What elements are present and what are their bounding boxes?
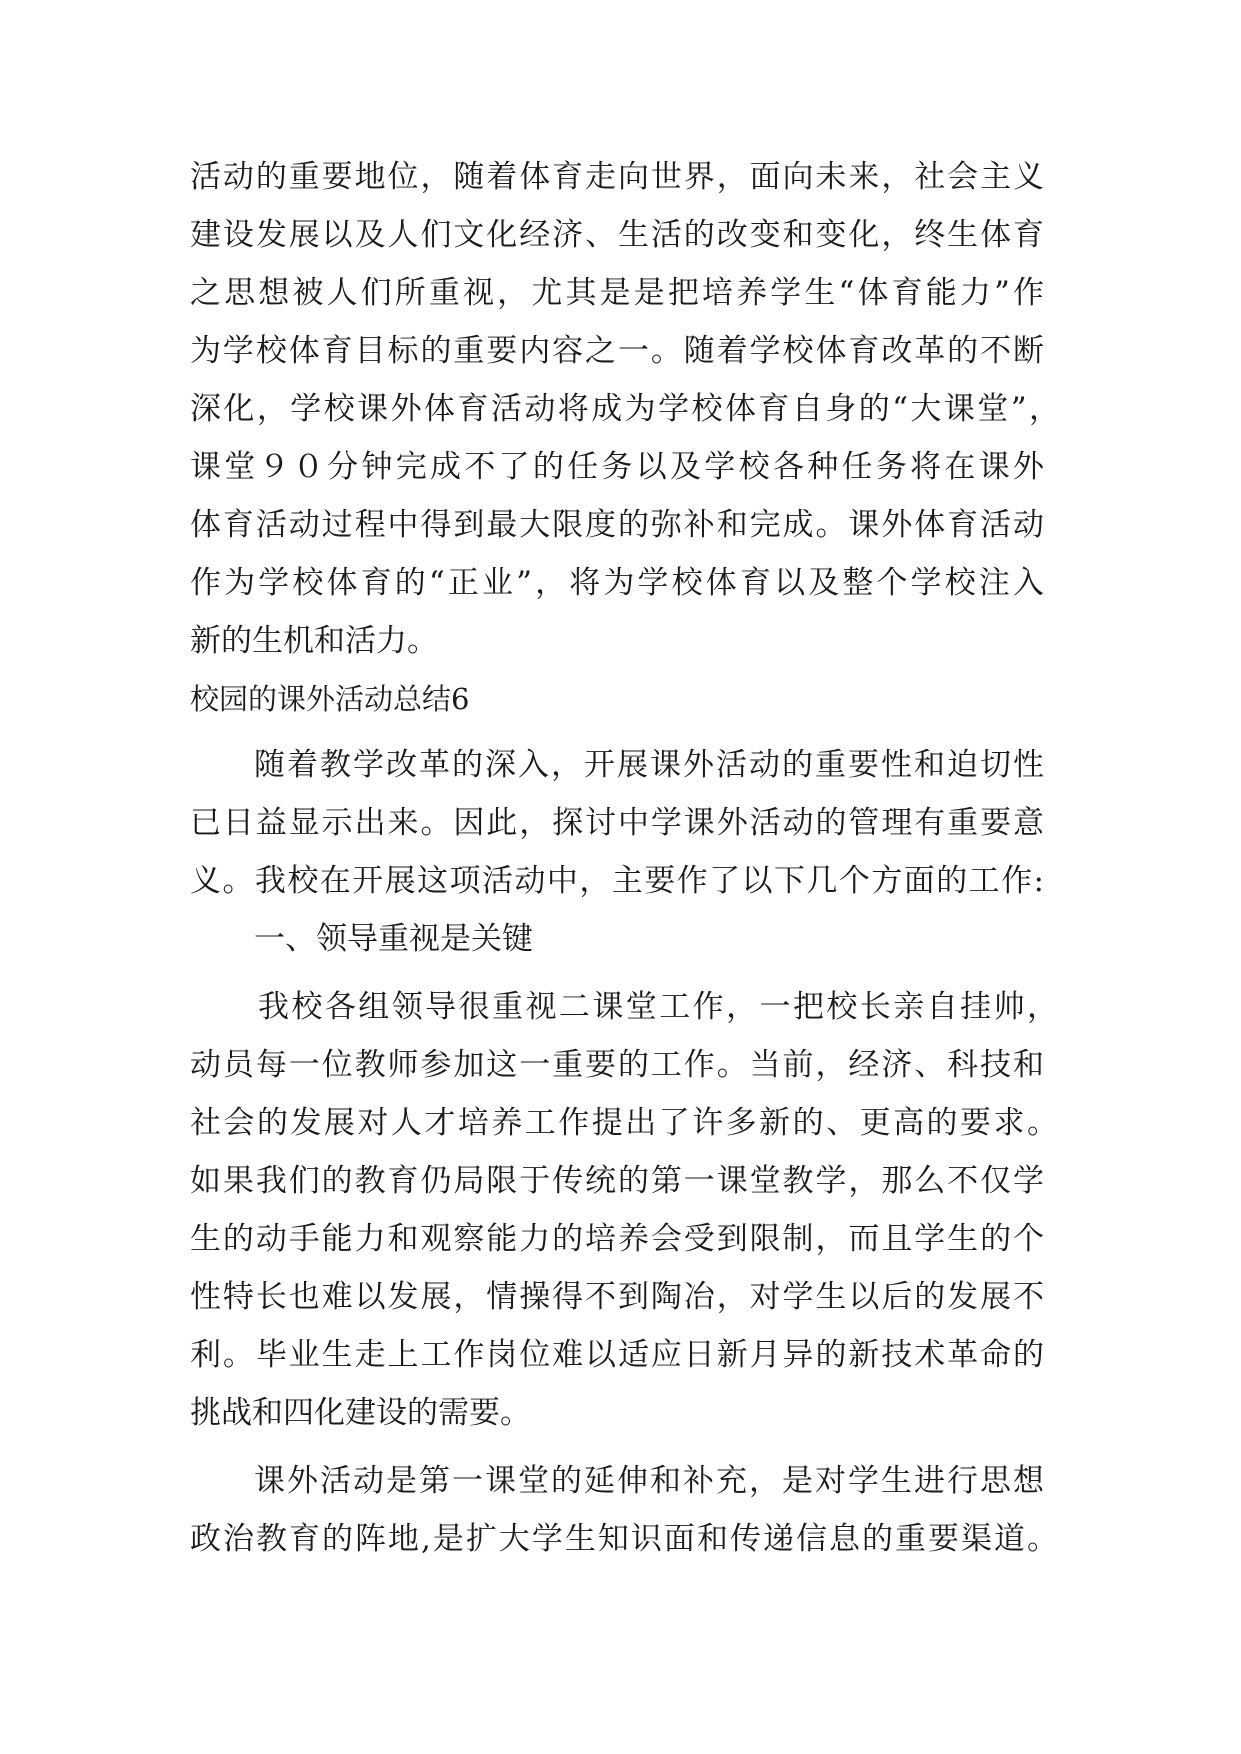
subsection-heading: 一、领导重视是关键 (254, 921, 533, 957)
paragraph-first-line: 课外活动是第一课堂的延伸和补充，是对学生进行思想 (254, 1463, 1044, 1499)
text-line: 体育活动过程中得到最大限度的弥补和完成。课外体育活动 (190, 507, 1044, 543)
text-line: 为学校体育目标的重要内容之一。随着学校体育改革的不断 (190, 333, 1044, 369)
text-line: 之思想被人们所重视，尤其是是把培养学生“体育能力”作 (190, 275, 1044, 311)
text-line: 如果我们的教育仍局限于传统的第一课堂教学，那么不仅学 (190, 1163, 1044, 1199)
text-line: 社会的发展对人才培养工作提出了许多新的、更高的要求。 (190, 1105, 1058, 1141)
text-line: 作为学校体育的“正业”，将为学校体育以及整个学校注入 (190, 565, 1044, 601)
text-line: 深化，学校课外体育活动将成为学校体育自身的“大课堂”， (190, 391, 1060, 427)
text-line: 新的生机和活力。 (190, 623, 438, 659)
text-line: 动员每一位教师参加这一重要的工作。当前，经济、科技和 (190, 1047, 1044, 1083)
text-line: 义。我校在开展这项活动中，主要作了以下几个方面的工作: (190, 863, 1044, 899)
text-line: 政治教育的阵地,是扩大学生知识面和传递信息的重要渠道。 (190, 1521, 1058, 1557)
text-line: 挑战和四化建设的需要。 (190, 1395, 531, 1431)
text-line: 生的动手能力和观察能力的培养会受到限制，而且学生的个 (190, 1221, 1044, 1257)
paragraph-first-line: 随着教学改革的深入，开展课外活动的重要性和迫切性 (254, 747, 1044, 783)
text-line: 利。毕业生走上工作岗位难以适应日新月异的新技术革命的 (190, 1337, 1044, 1373)
section-heading: 校园的课外活动总结6 (190, 682, 470, 716)
text-line: 已日益显示出来。因此，探讨中学课外活动的管理有重要意 (190, 805, 1044, 841)
text-line: 建设发展以及人们文化经济、生活的改变和变化，终生体育 (190, 217, 1044, 253)
paragraph-first-line: 我校各组领导很重视二课堂工作，一把校长亲自挂帅， (258, 989, 1058, 1025)
text-line: 课堂９０分钟完成不了的任务以及学校各种任务将在课外 (190, 449, 1044, 485)
text-line: 活动的重要地位，随着体育走向世界，面向未来，社会主义 (190, 159, 1044, 195)
text-line: 性特长也难以发展，情操得不到陶冶，对学生以后的发展不 (190, 1279, 1044, 1315)
